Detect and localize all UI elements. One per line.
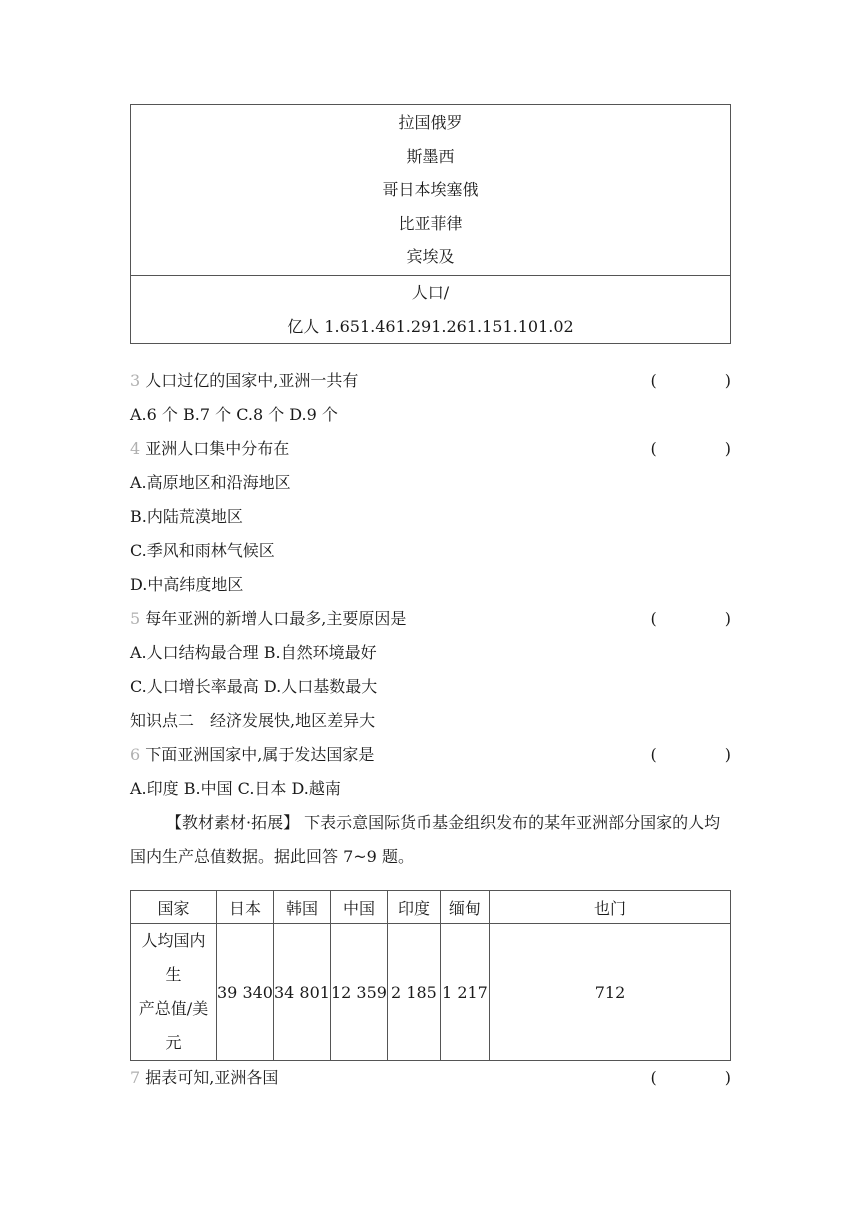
population-countries-cell: [131, 105, 731, 276]
question-5: [130, 602, 731, 636]
gdp-value-cell: 712: [489, 924, 730, 1061]
question-text: 每年亚洲的新增人口最多,主要原因是: [145, 609, 407, 629]
answer-parentheses: ( ): [650, 1068, 731, 1088]
question-7: [130, 1061, 731, 1095]
row-label-cell: 人均国内 生 产总值/美 元: [131, 924, 217, 1061]
answer-parentheses: ( ): [650, 609, 731, 629]
header-cell: 印度: [387, 891, 440, 924]
question-6-options: A.印度 B.中国 C.日本 D.越南: [130, 779, 341, 799]
question-6: [130, 738, 731, 772]
gdp-value-cell: 1 217: [440, 924, 489, 1061]
question-number: 5: [130, 609, 141, 629]
question-4-option-a: A.高原地区和沿海地区: [130, 473, 291, 493]
gdp-table: [130, 890, 731, 1061]
question-number: 7: [130, 1068, 141, 1088]
country-line: 哥日本埃塞俄: [382, 180, 479, 200]
gdp-value-cell: 39 340: [217, 924, 274, 1061]
gdp-value-cell: 34 801: [273, 924, 330, 1061]
question-5-options-cd: C.人口增长率最高 D.人口基数最大: [130, 677, 378, 697]
header-cell: 也门: [489, 891, 730, 924]
value-line: 亿人 1.651.461.291.261.151.101.02: [287, 316, 574, 336]
question-text: 亚洲人口集中分布在: [145, 439, 290, 459]
question-3-options: A.6 个 B.7 个 C.8 个 D.9 个: [130, 405, 338, 425]
population-values-cell: [131, 275, 731, 343]
country-line: 斯墨西: [406, 146, 455, 166]
header-cell: 韩国: [273, 891, 330, 924]
gdp-value-cell: 2 185: [387, 924, 440, 1061]
question-4-option-c: C.季风和雨林气候区: [130, 541, 275, 561]
material-intro: 【教材素材·拓展】 下表示意国际货币基金组织发布的某年亚洲部分国家的人均国内生产总值数据。据此回答 7~9 题。: [130, 813, 721, 867]
question-4-option-d: D.中高纬度地区: [130, 575, 244, 595]
header-cell: 国家: [131, 891, 217, 924]
section-heading: 知识点二 经济发展快,地区差异大: [130, 711, 376, 731]
question-4: [130, 432, 731, 466]
country-line: 宾埃及: [406, 247, 455, 267]
question-number: 6: [130, 745, 141, 765]
question-4-option-b: B.内陆荒漠地区: [130, 507, 243, 527]
document-page: [130, 104, 731, 1095]
population-table: [130, 104, 731, 344]
header-cell: 中国: [330, 891, 387, 924]
country-line: 拉国俄罗: [398, 113, 463, 132]
question-5-options-ab: A.人口结构最合理 B.自然环境最好: [130, 643, 377, 663]
value-line: 人口/: [411, 282, 450, 302]
question-3: [130, 364, 731, 398]
question-number: 3: [130, 371, 141, 391]
header-cell: 日本: [217, 891, 274, 924]
gdp-header-row: [131, 891, 731, 924]
answer-parentheses: ( ): [650, 745, 731, 765]
gdp-value-cell: 12 359: [330, 924, 387, 1061]
question-number: 4: [130, 439, 141, 459]
country-line: 比亚菲律: [398, 213, 463, 233]
answer-parentheses: ( ): [650, 371, 731, 391]
gdp-value-row: [131, 924, 731, 1061]
header-cell: 缅甸: [440, 891, 489, 924]
question-text: 据表可知,亚洲各国: [145, 1068, 279, 1088]
answer-parentheses: ( ): [650, 439, 731, 459]
question-text: 人口过亿的国家中,亚洲一共有: [145, 371, 359, 391]
question-text: 下面亚洲国家中,属于发达国家是: [145, 745, 375, 765]
